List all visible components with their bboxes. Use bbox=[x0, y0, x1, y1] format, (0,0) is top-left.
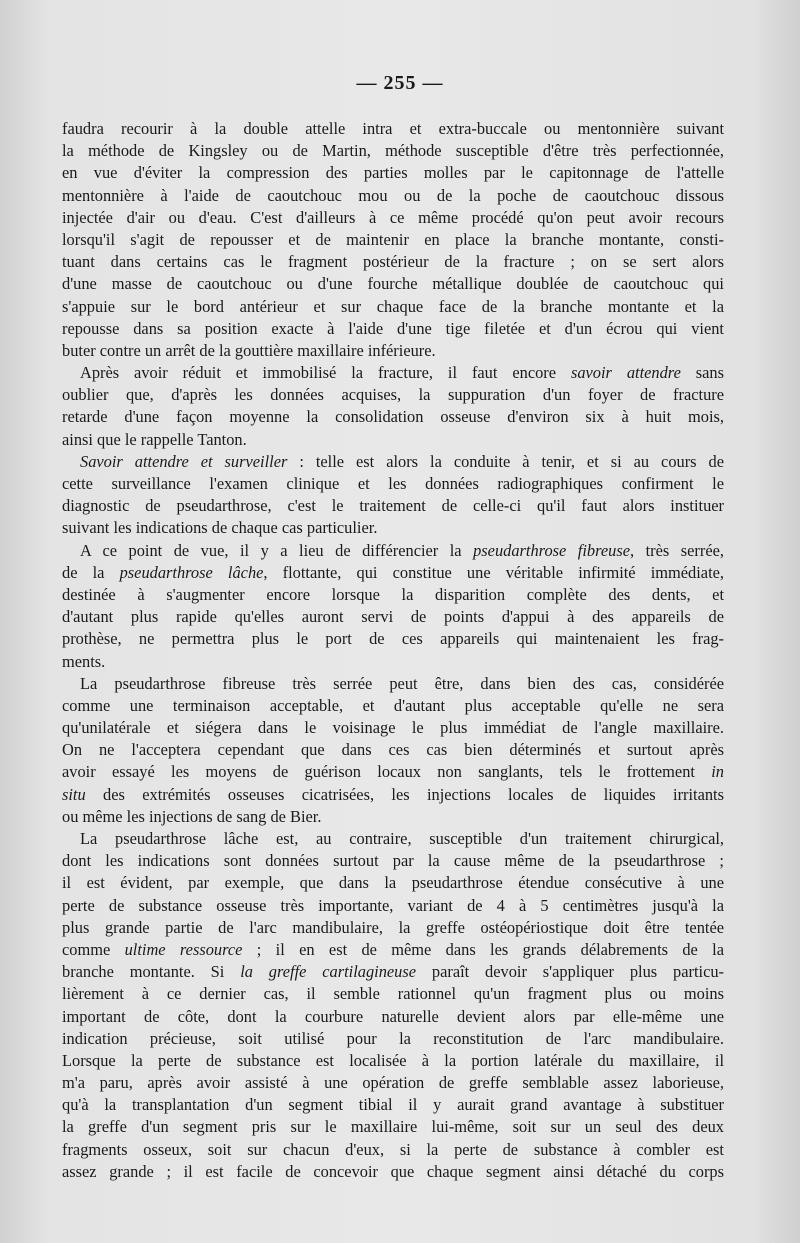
text-run: oublier que, d'après les données acquises, la suppuration d'un foyer de fracture bbox=[62, 385, 724, 405]
text-run: buter contre un arrêt de la gouttière maxillaire inférieure. bbox=[62, 340, 436, 360]
italic-text: savoir attendre bbox=[570, 363, 681, 383]
text-line bbox=[62, 162, 724, 184]
text-run: dont les indications sont données surtout par la cause même de la pseudarthrose ; bbox=[62, 851, 724, 871]
text-run: cette surveillance l'examen clinique et les données radiographiques confirment le bbox=[62, 474, 724, 493]
text-run: repousse dans sa position exacte à l'aide d'une tige filetée et d'un écrou qui vient bbox=[62, 318, 724, 338]
text-line bbox=[62, 1161, 724, 1183]
body-text bbox=[62, 118, 724, 1183]
text-run: prothèse, ne permettra plus le port de ces appareils qui maintenaient les frag- bbox=[62, 629, 724, 649]
text-run: des extrémités osseuses cicatrisées, les injections locales de liquides irritants bbox=[85, 784, 724, 804]
italic-text: Savoir attendre et surveiller bbox=[80, 451, 288, 471]
text-run: important de côte, dont la courbure naturelle devient alors par elle-même une bbox=[62, 1006, 724, 1026]
text-line bbox=[62, 584, 724, 606]
italic-text: in bbox=[711, 762, 724, 782]
text-line bbox=[62, 140, 724, 162]
text-run: faudra recourir à la double attelle intra et extra-buccale ou mentonnière suivant bbox=[62, 119, 724, 138]
text-run: La pseudarthrose lâche est, au contraire, susceptible d'un traitement chirurgical, bbox=[80, 829, 724, 848]
text-run: plus grande partie de l'arc mandibulaire, la greffe ostéopériostique doit être tentée bbox=[62, 917, 724, 937]
text-line bbox=[62, 340, 724, 362]
text-line bbox=[62, 495, 724, 517]
italic-text: la greffe cartilagineuse bbox=[240, 962, 417, 982]
text-line bbox=[62, 983, 724, 1005]
text-run: tuant dans certains cas le fragment postérieur de la fracture ; on se sert alors bbox=[62, 252, 724, 272]
text-run: d'autant plus rapide qu'elles auront servi de points d'appui à des appareils de bbox=[62, 607, 724, 627]
italic-text: pseudarthrose lâche bbox=[119, 562, 264, 582]
text-run: assez grande ; il est facile de concevoir que chaque segment ainsi détaché du corps bbox=[62, 1161, 724, 1181]
text-line bbox=[62, 628, 724, 650]
text-line bbox=[62, 606, 724, 628]
text-run: qu'à la transplantation d'un segment tibial il y aurait grand avantage à substituer bbox=[62, 1095, 724, 1115]
text-line bbox=[62, 296, 724, 318]
text-line bbox=[62, 917, 724, 939]
text-run: comme bbox=[62, 939, 125, 959]
text-line bbox=[62, 695, 724, 717]
text-run: sans bbox=[680, 363, 724, 383]
text-run: m'a paru, après avoir assisté à une opération de greffe semblable assez laborieuse, bbox=[62, 1073, 724, 1093]
text-run: d'une masse de caoutchouc ou d'une fourche métallique doublée de caoutchouc qui bbox=[62, 274, 724, 294]
text-line bbox=[62, 229, 724, 251]
text-run: La pseudarthrose fibreuse très serrée peut être, dans bien des cas, considérée bbox=[80, 673, 724, 693]
text-run: destinée à s'augmenter encore lorsque la disparition complète des dents, et bbox=[62, 584, 724, 604]
text-run: ainsi que le rappelle Tanton. bbox=[62, 429, 247, 449]
text-line bbox=[62, 961, 724, 983]
text-line bbox=[62, 429, 724, 451]
text-run: qu'unilatérale et siégera dans le voisinage le plus immédiat de l'angle maxillaire. bbox=[62, 718, 724, 738]
text-run: en vue d'éviter la compression des parties molles par le capitonnage de l'attelle bbox=[62, 163, 724, 183]
italic-text: ultime ressource bbox=[124, 939, 243, 959]
text-run: , très serrée, bbox=[630, 540, 724, 560]
text-line bbox=[62, 806, 724, 828]
text-line bbox=[62, 251, 724, 273]
text-line bbox=[62, 895, 724, 917]
text-run: : telle est alors la conduite à tenir, et si au cours de bbox=[287, 451, 724, 471]
text-run: ; il en est de même dans les grands délabrements de la bbox=[242, 939, 724, 959]
text-line bbox=[62, 850, 724, 872]
text-run: injectée d'air ou d'eau. C'est d'ailleurs à ce même procédé qu'on peut avoir recours bbox=[62, 207, 724, 227]
text-line bbox=[62, 717, 724, 739]
text-line bbox=[62, 1094, 724, 1116]
text-line bbox=[62, 1072, 724, 1094]
text-line bbox=[62, 872, 724, 894]
text-run: On ne l'acceptera cependant que dans ces cas bien déterminés et surtout après bbox=[62, 740, 724, 760]
text-line bbox=[62, 1028, 724, 1050]
text-line bbox=[62, 318, 724, 340]
text-line bbox=[62, 1139, 724, 1161]
text-line bbox=[62, 1116, 724, 1138]
text-line bbox=[62, 739, 724, 761]
text-run: Lorsque la perte de substance est localisée à la portion latérale du maxillaire, il bbox=[62, 1050, 724, 1070]
text-run: s'appuie sur le bord antérieur et sur chaque face de la branche montante et la bbox=[62, 296, 724, 316]
text-line bbox=[62, 540, 724, 562]
text-run: perte de substance osseuse très importante, variant de 4 à 5 centimètres jusqu'à la bbox=[62, 895, 724, 915]
text-run: comme une terminaison acceptable, et d'autant plus acceptable qu'elle ne sera bbox=[62, 695, 724, 715]
text-line bbox=[62, 406, 724, 428]
text-run: branche montante. Si bbox=[62, 962, 241, 982]
text-line bbox=[62, 207, 724, 229]
text-run: la greffe d'un segment pris sur le maxillaire lui-même, soit sur un seul des deux bbox=[62, 1117, 724, 1137]
text-line bbox=[62, 362, 724, 384]
text-line bbox=[62, 651, 724, 673]
text-line bbox=[62, 473, 724, 495]
text-line bbox=[62, 118, 724, 140]
text-run: ou même les injections de sang de Bier. bbox=[62, 806, 322, 826]
text-run: suivant les indications de chaque cas particulier. bbox=[62, 518, 378, 538]
text-run: Après avoir réduit et immobilisé la fracture, il faut encore bbox=[80, 363, 571, 383]
text-run: fragments osseux, soit sur chacun d'eux, si la perte de substance à combler est bbox=[62, 1139, 724, 1159]
text-run: de la bbox=[62, 562, 120, 582]
text-line bbox=[62, 384, 724, 406]
text-line bbox=[62, 517, 724, 539]
text-line bbox=[62, 562, 724, 584]
text-run: retarde d'une façon moyenne la consolidation osseuse d'environ six à huit mois, bbox=[62, 407, 724, 427]
text-line bbox=[62, 273, 724, 295]
text-line bbox=[62, 784, 724, 806]
text-run: lorsqu'il s'agit de repousser et de maintenir en place la branche montante, consti- bbox=[62, 229, 724, 249]
text-run: paraît devoir s'appliquer plus particu- bbox=[416, 962, 724, 982]
text-line bbox=[62, 185, 724, 207]
text-line bbox=[62, 761, 724, 783]
text-run: il est évident, par exemple, que dans la pseudarthrose étendue consécutive à une bbox=[62, 873, 724, 893]
text-run: diagnostic de pseudarthrose, c'est le traitement de celle-ci qu'il faut alors instituer bbox=[62, 496, 724, 516]
italic-text: situ bbox=[62, 784, 86, 804]
text-run: ments. bbox=[62, 651, 106, 671]
text-line bbox=[62, 673, 724, 695]
text-run: lièrement à ce dernier cas, il semble rationnel qu'un fragment plus ou moins bbox=[62, 984, 724, 1004]
text-line bbox=[62, 1050, 724, 1072]
italic-text: pseudarthrose fibreuse bbox=[473, 540, 630, 560]
text-line bbox=[62, 451, 724, 473]
text-line bbox=[62, 939, 724, 961]
text-run: avoir essayé les moyens de guérison locaux non sanglants, tels le frottement bbox=[62, 762, 712, 782]
text-run: la méthode de Kingsley ou de Martin, méthode susceptible d'être très perfectionnée, bbox=[62, 141, 724, 161]
text-run: A ce point de vue, il y a lieu de différencier la bbox=[80, 540, 474, 560]
text-run: , flottante, qui constitue une véritable infirmité immédiate, bbox=[263, 562, 724, 582]
text-run: mentonnière à l'aide de caoutchouc mou ou de la poche de caoutchouc dissous bbox=[62, 185, 724, 205]
text-run: indication précieuse, soit utilisé pour la reconstitution de l'arc mandibulaire. bbox=[62, 1028, 724, 1048]
page-number: — 255 — bbox=[356, 72, 444, 94]
text-line bbox=[62, 1006, 724, 1028]
text-line bbox=[62, 828, 724, 850]
